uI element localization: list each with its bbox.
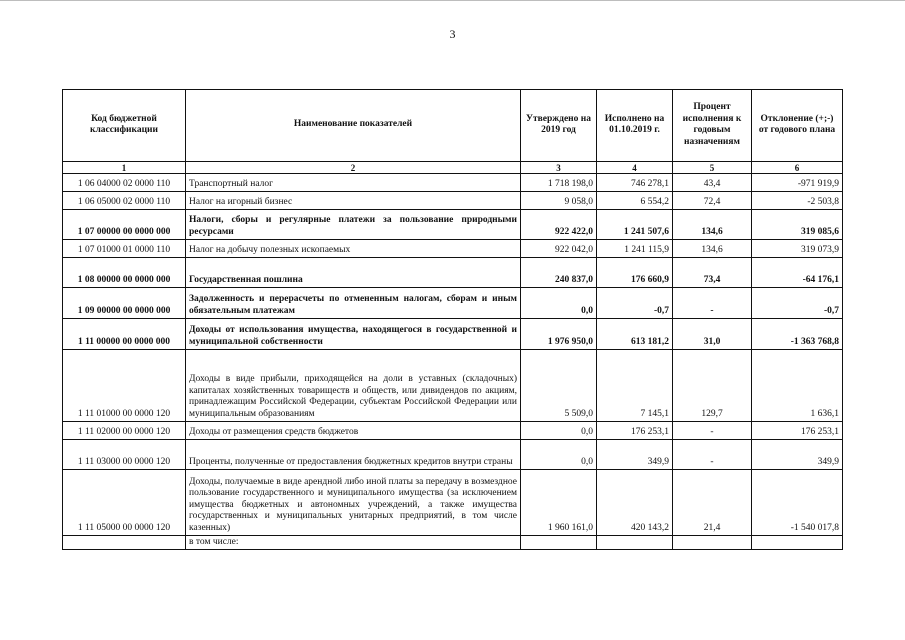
approved-value — [521, 536, 597, 550]
indicator-name: Доходы от размещения средств бюджетов — [186, 422, 521, 440]
execution-percent: - — [673, 422, 752, 440]
approved-value: 0,0 — [521, 440, 597, 470]
column-number: 2 — [186, 162, 521, 174]
column-number: 5 — [673, 162, 752, 174]
approved-value: 9 058,0 — [521, 192, 597, 210]
deviation-value: -64 176,1 — [752, 258, 843, 288]
execution-percent: 31,0 — [673, 319, 752, 350]
execution-percent: - — [673, 288, 752, 319]
indicator-name: Доходы от использования имущества, находящегося в государственной и муниципальной собственности — [186, 319, 521, 350]
execution-percent: 134,6 — [673, 240, 752, 258]
indicator-name: Налог на игорный бизнес — [186, 192, 521, 210]
indicator-name: Доходы, получаемые в виде арендной либо иной платы за передачу в возмездное пользование государственного и муниципального имущества (за исключением имущества бюджетных и автономных учреждений, а также имущества государственных и муниципальных унитарных предприятий, в том числе казенных) — [186, 470, 521, 536]
budget-code — [63, 536, 186, 550]
budget-execution-table — [62, 89, 843, 550]
budget-code: 1 06 04000 02 0000 110 — [63, 174, 186, 192]
indicator-name: Задолженность и перерасчеты по отмененным налогам, сборам и иным обязательным платежам — [186, 288, 521, 319]
column-header-code: Код бюджетной классификации — [63, 90, 186, 162]
column-header-percent: Процент исполнения к годовым назначениям — [673, 90, 752, 162]
executed-value: 1 241 507,6 — [597, 210, 673, 240]
deviation-value: 349,9 — [752, 440, 843, 470]
budget-code: 1 11 03000 00 0000 120 — [63, 440, 186, 470]
deviation-value: 1 636,1 — [752, 350, 843, 422]
column-header-deviation: Отклонение (+;-) от годового плана — [752, 90, 843, 162]
approved-value: 0,0 — [521, 288, 597, 319]
approved-value: 1 960 161,0 — [521, 470, 597, 536]
executed-value: 746 278,1 — [597, 174, 673, 192]
column-number: 1 — [63, 162, 186, 174]
budget-code: 1 11 02000 00 0000 120 — [63, 422, 186, 440]
table-row — [63, 536, 843, 550]
executed-value: -0,7 — [597, 288, 673, 319]
budget-code: 1 09 00000 00 0000 000 — [63, 288, 186, 319]
indicator-name: Налоги, сборы и регулярные платежи за пользование природными ресурсами — [186, 210, 521, 240]
executed-value: 1 241 115,9 — [597, 240, 673, 258]
approved-value: 0,0 — [521, 422, 597, 440]
page-number: 3 — [449, 27, 456, 41]
indicator-name: Налог на добычу полезных ископаемых — [186, 240, 521, 258]
table-row — [63, 440, 843, 470]
indicator-name: Проценты, полученные от предоставления бюджетных кредитов внутри страны — [186, 440, 521, 470]
budget-code: 1 07 01000 01 0000 110 — [63, 240, 186, 258]
deviation-value: 319 073,9 — [752, 240, 843, 258]
indicator-name: Государственная пошлина — [186, 258, 521, 288]
execution-percent: - — [673, 440, 752, 470]
table-row — [63, 210, 843, 240]
deviation-value: -0,7 — [752, 288, 843, 319]
indicator-name: в том числе: — [186, 536, 521, 550]
table-row — [63, 319, 843, 350]
execution-percent: 129,7 — [673, 350, 752, 422]
deviation-value: -1 540 017,8 — [752, 470, 843, 536]
table-row — [63, 470, 843, 536]
executed-value: 349,9 — [597, 440, 673, 470]
column-number: 4 — [597, 162, 673, 174]
indicator-name: Транспортный налог — [186, 174, 521, 192]
top-edge-line — [0, 0, 905, 1]
deviation-value: 319 085,6 — [752, 210, 843, 240]
deviation-value — [752, 536, 843, 550]
indicator-name: Доходы в виде прибыли, приходящейся на доли в уставных (складочных) капиталах хозяйственных товариществ и обществ, или дивидендов по акциям, принадлежащим Российской Федерации, субъектам Российской Федерации или муниципальным образованиям — [186, 350, 521, 422]
deviation-value: 176 253,1 — [752, 422, 843, 440]
deviation-value: -1 363 768,8 — [752, 319, 843, 350]
deviation-value: -2 503,8 — [752, 192, 843, 210]
budget-code: 1 07 00000 00 0000 000 — [63, 210, 186, 240]
executed-value — [597, 536, 673, 550]
column-header-name: Наименование показателей — [186, 90, 521, 162]
execution-percent: 73,4 — [673, 258, 752, 288]
executed-value: 176 253,1 — [597, 422, 673, 440]
budget-code: 1 06 05000 02 0000 110 — [63, 192, 186, 210]
executed-value: 420 143,2 — [597, 470, 673, 536]
execution-percent: 134,6 — [673, 210, 752, 240]
table-row — [63, 192, 843, 210]
budget-code: 1 11 00000 00 0000 000 — [63, 319, 186, 350]
approved-value: 1 718 198,0 — [521, 174, 597, 192]
budget-code: 1 11 05000 00 0000 120 — [63, 470, 186, 536]
table-row — [63, 288, 843, 319]
table-row — [63, 350, 843, 422]
execution-percent: 43,4 — [673, 174, 752, 192]
execution-percent — [673, 536, 752, 550]
budget-code: 1 11 01000 00 0000 120 — [63, 350, 186, 422]
deviation-value: -971 919,9 — [752, 174, 843, 192]
execution-percent: 72,4 — [673, 192, 752, 210]
column-number-row — [63, 162, 843, 174]
execution-percent: 21,4 — [673, 470, 752, 536]
executed-value: 613 181,2 — [597, 319, 673, 350]
table-row — [63, 422, 843, 440]
executed-value: 176 660,9 — [597, 258, 673, 288]
budget-code: 1 08 00000 00 0000 000 — [63, 258, 186, 288]
column-header-executed: Исполнено на 01.10.2019 г. — [597, 90, 673, 162]
column-number: 3 — [521, 162, 597, 174]
column-number: 6 — [752, 162, 843, 174]
approved-value: 1 976 950,0 — [521, 319, 597, 350]
approved-value: 922 422,0 — [521, 210, 597, 240]
table-row — [63, 240, 843, 258]
table-header-row — [63, 90, 843, 162]
approved-value: 922 042,0 — [521, 240, 597, 258]
table-row — [63, 174, 843, 192]
column-header-approved: Утверждено на 2019 год — [521, 90, 597, 162]
approved-value: 240 837,0 — [521, 258, 597, 288]
approved-value: 5 509,0 — [521, 350, 597, 422]
table-row — [63, 258, 843, 288]
executed-value: 7 145,1 — [597, 350, 673, 422]
executed-value: 6 554,2 — [597, 192, 673, 210]
